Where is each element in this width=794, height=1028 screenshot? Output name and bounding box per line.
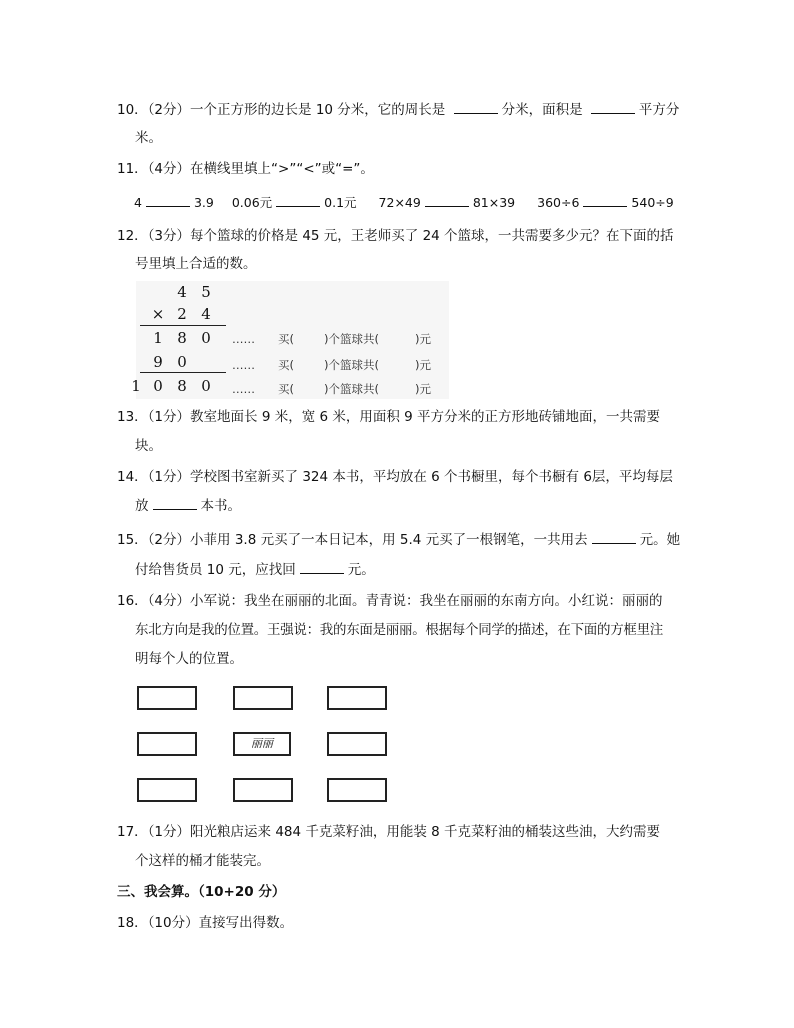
note-buy: 买( bbox=[278, 358, 294, 372]
q18-number: 18． bbox=[117, 915, 148, 931]
dots: …… bbox=[232, 358, 255, 372]
q14-line1 bbox=[117, 467, 673, 487]
q12-score: （3分） bbox=[147, 228, 191, 244]
q13-score: （1分） bbox=[147, 409, 191, 425]
q10-text-c: 平方分 bbox=[638, 102, 680, 118]
multiplication-figure bbox=[131, 281, 449, 399]
q10-text: 一个正方形的边长是 10 分米，它的周长是 bbox=[190, 102, 446, 118]
note-end: )元 bbox=[414, 332, 431, 346]
cmp-blank[interactable] bbox=[425, 193, 469, 207]
q15-text-d: 元。 bbox=[347, 562, 375, 578]
note-end: )元 bbox=[414, 382, 431, 396]
q17-text-b: 个这样的桶才能装完。 bbox=[135, 853, 270, 869]
q16-text: 小军说：我坐在丽丽的北面。青青说：我坐在丽丽的东南方向。小红说：丽丽的 bbox=[190, 593, 663, 609]
note-mid: )个篮球共( bbox=[324, 332, 379, 346]
q10-blank-area[interactable] bbox=[591, 100, 635, 114]
q13-text-b: 块。 bbox=[135, 438, 162, 454]
q10-score: （2分） bbox=[147, 102, 191, 118]
q17-number: 17． bbox=[117, 824, 148, 840]
q10-line1 bbox=[117, 100, 679, 120]
q16-number: 16． bbox=[117, 593, 148, 609]
annotation-row bbox=[232, 357, 431, 373]
annotation-row bbox=[232, 331, 431, 347]
q10-line2 bbox=[135, 128, 162, 148]
position-box-northeast[interactable] bbox=[327, 686, 387, 710]
q16-line1 bbox=[117, 591, 663, 611]
q11-text: 在横线里填上“>”“<”或“=”。 bbox=[190, 161, 374, 177]
q15-number: 15． bbox=[117, 532, 148, 548]
digit: 4 bbox=[177, 283, 187, 301]
digit: 8 bbox=[177, 329, 187, 347]
annotation-row bbox=[232, 381, 431, 397]
cmp-blank[interactable] bbox=[146, 193, 190, 207]
note-mid: )个篮球共( bbox=[324, 358, 379, 372]
cmp-left: 72×49 bbox=[378, 195, 421, 210]
position-box-south[interactable] bbox=[233, 778, 293, 802]
cmp-right: 81×39 bbox=[472, 195, 516, 210]
q10-number: 10． bbox=[117, 102, 148, 118]
dots: …… bbox=[232, 332, 255, 346]
q15-text-c: 付给售货员 10 元，应找回 bbox=[135, 562, 296, 578]
q15-line2 bbox=[135, 560, 375, 580]
digit: 0 bbox=[177, 353, 187, 371]
q16-line2 bbox=[135, 620, 663, 640]
cmp-blank[interactable] bbox=[276, 193, 320, 207]
q13-number: 13． bbox=[117, 409, 148, 425]
times-sign: × bbox=[151, 305, 165, 323]
cmp-right: 0.1元 bbox=[324, 195, 357, 210]
position-box-southwest[interactable] bbox=[137, 778, 197, 802]
rule-line bbox=[140, 372, 226, 373]
position-box-center: 丽丽 bbox=[233, 732, 291, 756]
q13-text: 教室地面长 9 米，宽 6 米，用面积 9 平方分米的正方形地砖铺地面，一共需要 bbox=[190, 409, 661, 425]
note-mid: )个篮球共( bbox=[324, 382, 379, 396]
q16-score: （4分） bbox=[147, 593, 191, 609]
cmp-right: 540÷9 bbox=[631, 195, 674, 210]
cmp-left: 360÷6 bbox=[537, 195, 580, 210]
q16-line3 bbox=[135, 649, 243, 669]
position-box-southeast[interactable] bbox=[327, 778, 387, 802]
q10-text-b: 分米，面积是 bbox=[501, 102, 583, 118]
q14-score: （1分） bbox=[147, 469, 191, 485]
cmp-left: 0.06元 bbox=[231, 195, 273, 210]
q18-text: 直接写出得数。 bbox=[198, 915, 294, 931]
q17-text: 阳光粮店运来 484 千克菜籽油，用能装 8 千克菜籽油的桶装这些油，大约需要 bbox=[190, 824, 661, 840]
q18-line1 bbox=[117, 913, 293, 933]
q13-line1 bbox=[117, 407, 660, 427]
q12-text: 每个篮球的价格是 45 元，王老师买了 24 个篮球，一共需要多少元？在下面的括 bbox=[190, 228, 674, 244]
q11-comparisons bbox=[134, 193, 674, 213]
q12-line1 bbox=[117, 226, 674, 246]
cmp-blank[interactable] bbox=[583, 193, 627, 207]
section-heading: 三、我会算。（10+20 分） bbox=[117, 884, 286, 900]
q11-line1 bbox=[117, 159, 374, 179]
q17-line1 bbox=[117, 822, 660, 842]
digit: 1 bbox=[153, 329, 163, 347]
cmp-right: 3.9 bbox=[193, 195, 214, 210]
q17-score: （1分） bbox=[147, 824, 191, 840]
cmp-left: 4 bbox=[134, 195, 142, 210]
q15-blank-change[interactable] bbox=[300, 560, 344, 574]
q14-line2 bbox=[135, 496, 241, 516]
digit: 9 bbox=[153, 353, 163, 371]
dots: …… bbox=[232, 382, 255, 396]
q18-score: （10分） bbox=[147, 915, 199, 931]
q17-line2 bbox=[135, 851, 270, 871]
q15-score: （2分） bbox=[147, 532, 191, 548]
q16-text-b: 东北方向是我的位置。王强说：我的东面是丽丽。根据每个同学的描述，在下面的方框里注 bbox=[135, 622, 663, 638]
q16-text-c: 明每个人的位置。 bbox=[135, 651, 243, 667]
q14-blank[interactable] bbox=[153, 496, 197, 510]
q13-line2 bbox=[135, 436, 162, 456]
digit: 2 bbox=[177, 305, 187, 323]
q10-blank-perimeter[interactable] bbox=[454, 100, 498, 114]
q14-text: 学校图书室新买了 324 本书，平均放在 6 个书橱里，每个书橱有 6层，平均每层 bbox=[190, 469, 673, 485]
q11-number: 11． bbox=[117, 161, 148, 177]
q14-text-c: 本书。 bbox=[200, 498, 241, 514]
digit: 0 bbox=[153, 377, 163, 395]
digit: 1 bbox=[131, 377, 141, 395]
q15-text: 小菲用 3.8 元买了一本日记本，用 5.4 元买了一根钢笔，一共用去 bbox=[190, 532, 588, 548]
q15-blank-total[interactable] bbox=[592, 530, 636, 544]
position-box-northwest[interactable] bbox=[137, 686, 197, 710]
q14-number: 14． bbox=[117, 469, 148, 485]
digit: 8 bbox=[177, 377, 187, 395]
note-end: )元 bbox=[414, 358, 431, 372]
position-box-east[interactable] bbox=[327, 732, 387, 756]
digit: 5 bbox=[201, 283, 211, 301]
q12-number: 12． bbox=[117, 228, 148, 244]
note-buy: 买( bbox=[278, 332, 294, 346]
position-box-west[interactable] bbox=[137, 732, 197, 756]
position-box-north[interactable] bbox=[233, 686, 293, 710]
q15-text-b: 元。她 bbox=[639, 532, 681, 548]
q14-text-b: 放 bbox=[135, 498, 149, 514]
digit: 4 bbox=[201, 305, 211, 323]
note-buy: 买( bbox=[278, 382, 294, 396]
q10-text-d: 米。 bbox=[135, 130, 162, 146]
digit: 0 bbox=[201, 377, 211, 395]
digit: 0 bbox=[201, 329, 211, 347]
q12-line2 bbox=[135, 254, 257, 274]
q11-score: （4分） bbox=[147, 161, 191, 177]
q12-text-b: 号里填上合适的数。 bbox=[135, 256, 257, 272]
rule-line bbox=[140, 325, 226, 326]
q15-line1 bbox=[117, 530, 680, 550]
